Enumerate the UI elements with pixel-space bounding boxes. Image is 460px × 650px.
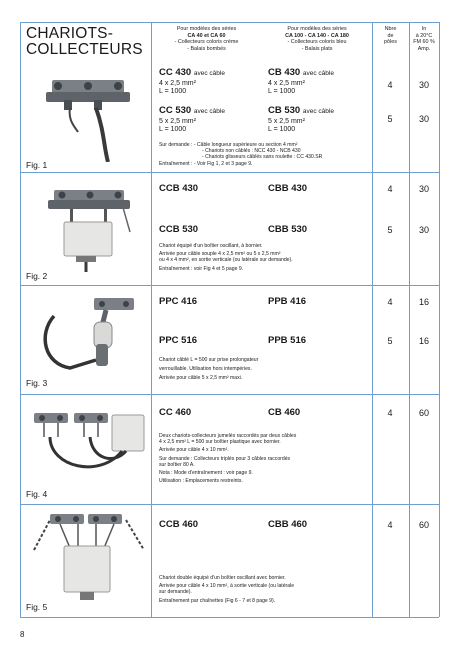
product-code-ccb530: CCB 530 (159, 224, 199, 235)
header-series: CA 40 et CA 60 (187, 32, 226, 39)
poles-value: 5 (387, 114, 393, 124)
figure-label: Fig. 3 (26, 378, 48, 388)
header-line: Pour modèles des séries (176, 26, 237, 32)
twin-trolley-photo (30, 407, 148, 495)
product-code-ppb416: PPB 416 (268, 296, 307, 307)
amperage-value: 30 (418, 114, 429, 124)
row-divider (20, 504, 439, 505)
amperage-value: 30 (418, 225, 429, 235)
poles-value: 4 (387, 80, 393, 90)
table-divider (409, 22, 410, 617)
amperage-value: 16 (418, 297, 429, 307)
page-title (26, 26, 143, 58)
cable-spec: 4 x 2,5 mm² L = 1000 (159, 80, 196, 96)
header-line: - Collecteurs coloris crème (174, 39, 239, 46)
cable-spec: 5 x 2,5 mm² L = 1000 (159, 118, 196, 134)
header-line: de (387, 32, 394, 39)
header-line: - Collecteurs coloris bleu (287, 39, 347, 46)
product-code-cb430: CB 430 avec câble (268, 67, 334, 78)
figure-label: Fig. 2 (26, 271, 48, 281)
catalog-table (20, 22, 439, 617)
amperage-value: 60 (418, 408, 429, 418)
product-code-cbb530: CBB 530 (268, 224, 308, 235)
poles-value: 4 (387, 520, 393, 530)
amperage-value: 30 (418, 80, 429, 90)
product-code-ppb516: PPB 516 (268, 335, 307, 346)
amperage-value: 30 (418, 184, 429, 194)
poles-value: 5 (387, 225, 393, 235)
title-line: COLLECTEURS (26, 41, 143, 58)
figure-label: Fig. 5 (26, 602, 48, 612)
product-code-ccb430: CCB 430 (159, 183, 199, 194)
column-header-cream (151, 26, 262, 52)
product-code-ppc416: PPC 416 (159, 296, 198, 307)
row-divider (20, 394, 439, 395)
row-divider (20, 285, 439, 286)
row-notes: Sur demande : - Câble longueur supérieure ou section 4 mm² - Chariots non câblés : NCC 430 - NCB 430 - Chariots glisseurs câblés sans roulette : CC 430.SR Entraînement : - Voir Fig 1, 2 et 3 page 9. (159, 142, 323, 167)
row-notes: Deux chariots-collecteurs jumelés raccordés par deux câbles 4 x 2,5 mm² L = 500 sur boîtier plastique avec bornier. Arrivée pour câble 4 x 10 mm². Sur demande : Collecteurs triplés pour 3 câbles raccordés sur boîtier 80 A. Nota : Mode d'entraînement : voir page 9. Utilisation : Emplacements restreints. (159, 433, 297, 485)
header-line: pôles (384, 39, 397, 46)
header-line: à 20°C (415, 32, 433, 39)
product-code-cbb430: CBB 430 (268, 183, 308, 194)
row-notes: Chariot équipé d'un boîtier oscillant, à bornier. Arrivée pour câble souple 4 x 2,5 mm² ou 5 x 2,5 mm² ou 4 x 4 mm², en sortie verticale (ou latérale sur demande). Entraînement : voir Fig 4 et 5 page 9. (159, 243, 293, 272)
header-line: In (421, 26, 427, 32)
table-divider (372, 22, 373, 617)
product-code-cbb460: CBB 460 (268, 519, 308, 530)
table-border-bottom (20, 617, 439, 618)
title-line: CHARIOTS- (26, 25, 114, 42)
product-code-cc460: CC 460 (159, 407, 192, 418)
cable-spec: 5 x 2,5 mm² L = 1000 (268, 118, 305, 134)
product-code-cc530: CC 530 avec câble (159, 105, 225, 116)
cable-spec: 4 x 2,5 mm² L = 1000 (268, 80, 305, 96)
header-line: Pour modèles des séries (287, 26, 347, 32)
header-series: CA 100 - CA 140 - CA 180 (285, 32, 349, 39)
poles-value: 4 (387, 184, 393, 194)
poles-value: 4 (387, 408, 393, 418)
product-code-cc430: CC 430 avec câble (159, 67, 225, 78)
header-line: - Balais plats (301, 45, 333, 52)
double-trolley-with-box-photo (30, 510, 148, 610)
poles-value: 4 (387, 297, 393, 307)
product-code-ccb460: CCB 460 (159, 519, 199, 530)
page-number: 8 (20, 630, 25, 639)
column-header-amperage (409, 26, 439, 52)
table-border-left (20, 22, 21, 617)
figure-label: Fig. 1 (26, 160, 48, 170)
amperage-value: 60 (418, 520, 429, 530)
trolley-with-junction-box-photo (40, 182, 140, 272)
column-header-poles (372, 26, 409, 46)
header-line: Amp. (417, 45, 431, 52)
trolley-collector-photo (34, 70, 142, 162)
poles-value: 5 (387, 336, 393, 346)
figure-label: Fig. 4 (26, 489, 48, 499)
product-code-cb530: CB 530 avec câble (268, 105, 334, 116)
row-notes: Chariot câblé L = 500 sur prise prolongateur verrouillable. Utilisation hors intempéries. Arrivée pour câble 5 x 2,5 mm² maxi. (159, 357, 259, 381)
row-notes: Chariot double équipé d'un boîtier oscillant avec bornier. Arrivée pour câble 4 x 10 mm², à sortie verticale (ou latérale sur demande). Entraînement par chaînettes (Fig 6 - 7 et 8 page 9). (159, 575, 295, 604)
row-divider (20, 172, 439, 173)
table-divider (151, 22, 152, 617)
amperage-value: 16 (418, 336, 429, 346)
header-line: Nbre (384, 26, 397, 32)
product-code-ppc516: PPC 516 (159, 335, 198, 346)
plug-trolley-photo (34, 294, 144, 382)
table-border-right (439, 22, 440, 617)
table-border-top (20, 22, 439, 23)
product-code-cb460: CB 460 (268, 407, 301, 418)
column-header-blue (262, 26, 372, 52)
header-line: FM 60 % (413, 39, 435, 46)
header-line: - Balais bombés (187, 45, 226, 52)
